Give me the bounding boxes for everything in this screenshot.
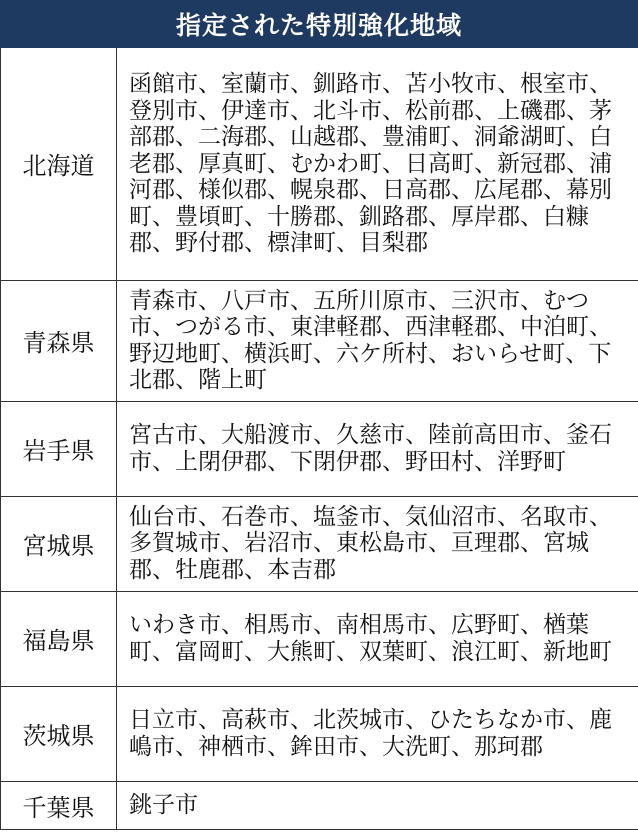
prefecture-cell: 茨城県 — [1, 686, 117, 781]
areas-cell: 仙台市、石巻市、塩釜市、気仙沼市、名取市、多賀城市、岩沼市、東松島市、亘理郡、宮城郡、牡鹿郡、本吉郡 — [117, 496, 638, 591]
table-row-hokkaido — [1, 48, 638, 280]
table-row-fukushima — [1, 591, 638, 686]
table-row-ibaraki — [1, 686, 638, 781]
prefecture-cell: 岩手県 — [1, 401, 117, 496]
table-row-aomori — [1, 280, 638, 401]
areas-cell: 青森市、八戸市、五所川原市、三沢市、むつ市、つがる市、東津軽郡、西津軽郡、中泊町、野辺地町、横浜町、六ケ所村、おいらせ町、下北郡、階上町 — [117, 280, 638, 401]
table-row-iwate — [1, 401, 638, 496]
regions-table — [0, 48, 638, 830]
areas-cell: 日立市、高萩市、北茨城市、ひたちなか市、鹿嶋市、神栖市、鉾田市、大洗町、那珂郡 — [117, 686, 638, 781]
prefecture-cell: 北海道 — [1, 48, 117, 280]
prefecture-cell: 青森県 — [1, 280, 117, 401]
prefecture-cell: 宮城県 — [1, 496, 117, 591]
areas-cell: 銚子市 — [117, 781, 638, 829]
prefecture-cell: 福島県 — [1, 591, 117, 686]
prefecture-cell: 千葉県 — [1, 781, 117, 829]
areas-cell: 函館市、室蘭市、釧路市、苫小牧市、根室市、登別市、伊達市、北斗市、松前郡、上磯郡、茅部郡、二海郡、山越郡、豊浦町、洞爺湖町、白老郡、厚真町、むかわ町、日高町、新冠郡、浦河郡、様似郡、幌泉郡、日高郡、広尾郡、幕別町、豊頃町、十勝郡、釧路郡、厚岸郡、白糠郡、野付郡、標津町、目梨郡 — [117, 48, 638, 280]
table-row-miyagi — [1, 496, 638, 591]
areas-cell: 宮古市、大船渡市、久慈市、陸前高田市、釜石市、上閉伊郡、下閉伊郡、野田村、洋野町 — [117, 401, 638, 496]
table-title: 指定された特別強化地域 — [0, 0, 638, 48]
table-row-chiba — [1, 781, 638, 829]
areas-cell: いわき市、相馬市、南相馬市、広野町、楢葉町、富岡町、大熊町、双葉町、浪江町、新地町 — [117, 591, 638, 686]
